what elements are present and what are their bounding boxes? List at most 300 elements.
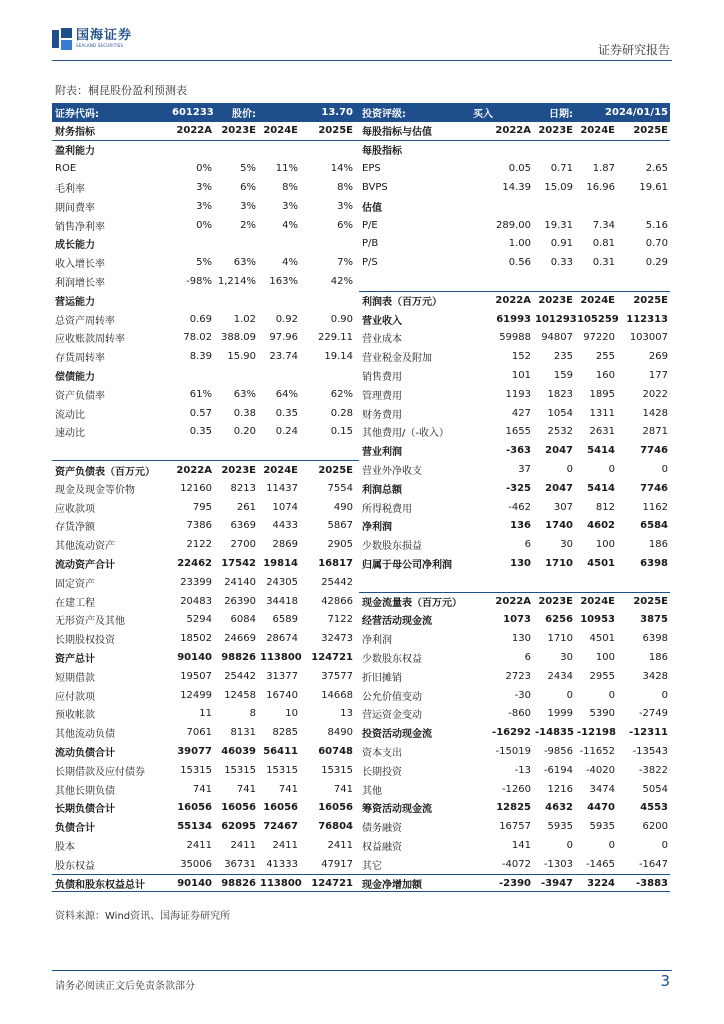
left-cell-value: 0.38 bbox=[233, 407, 256, 419]
right-cell-value: -2749 bbox=[638, 708, 668, 720]
left-cell-value: 1074 bbox=[272, 501, 298, 513]
table-top-bar bbox=[52, 103, 670, 122]
left-cell-value: 19814 bbox=[263, 558, 298, 570]
left-cell-value: 47917 bbox=[321, 858, 353, 870]
right-cell-value: 0.31 bbox=[592, 257, 615, 269]
table-row bbox=[52, 535, 670, 554]
right-row-label: 长期投资 bbox=[362, 766, 402, 778]
right-row-label: 净利润 bbox=[362, 635, 392, 647]
right-cell-value: 0 bbox=[661, 839, 668, 851]
right-row-label: 利润表（百万元） bbox=[362, 297, 442, 309]
left-cell-value: 62095 bbox=[221, 821, 256, 833]
right-cell-value: 1710 bbox=[547, 633, 573, 645]
left-cell-value: 0.35 bbox=[275, 407, 298, 419]
table-row bbox=[52, 629, 670, 648]
right-cell-value: -462 bbox=[508, 501, 531, 513]
left-cell-value: 78.02 bbox=[183, 332, 212, 344]
right-cell-value: -1465 bbox=[585, 858, 615, 870]
table-row bbox=[52, 423, 670, 442]
table-row bbox=[52, 197, 670, 216]
left-cell-value: 19507 bbox=[180, 670, 212, 682]
right-cell-value: 4501 bbox=[587, 558, 615, 570]
left-cell-value: 16056 bbox=[177, 802, 212, 814]
left-row-label: 长期股权投资 bbox=[55, 635, 115, 647]
right-cell-value: 61993 bbox=[496, 313, 531, 325]
right-cell-value: 255 bbox=[595, 351, 615, 363]
right-cell-value: 186 bbox=[648, 539, 668, 551]
table-row bbox=[52, 611, 670, 630]
right-row-label: P/S bbox=[362, 257, 378, 269]
left-cell-value: 1.02 bbox=[233, 313, 256, 325]
left-cell-value: 3% bbox=[282, 200, 298, 212]
right-cell-value: 2022A bbox=[495, 596, 531, 608]
right-row-label: 权益融资 bbox=[362, 841, 402, 853]
right-cell-value: 1895 bbox=[589, 388, 615, 400]
left-row-label: 流动资产合计 bbox=[55, 560, 115, 572]
right-row-label: 其他 bbox=[362, 785, 382, 797]
left-cell-value: 113800 bbox=[260, 652, 302, 663]
left-cell-value: 0.15 bbox=[330, 426, 353, 438]
left-row-label: 存货净额 bbox=[55, 522, 95, 534]
left-cell-value: 55134 bbox=[177, 821, 212, 833]
left-cell-value: 39077 bbox=[177, 745, 212, 757]
footer-divider bbox=[52, 970, 672, 971]
right-cell-value: 2025E bbox=[633, 596, 668, 608]
right-cell-value: 12825 bbox=[496, 802, 531, 814]
right-row-label: EPS bbox=[362, 163, 381, 175]
right-cell-value: -325 bbox=[505, 482, 531, 494]
right-cell-value: 1054 bbox=[547, 407, 573, 419]
right-cell-value: -6194 bbox=[543, 764, 573, 776]
left-cell-value: 15.90 bbox=[227, 351, 256, 363]
table-row bbox=[52, 159, 670, 178]
left-cell-value: 13 bbox=[340, 708, 353, 720]
date-value: 2024/01/15 bbox=[605, 106, 668, 118]
right-cell-value: 7746 bbox=[640, 482, 668, 494]
left-cell-value: 8 bbox=[249, 708, 256, 720]
left-cell-value: 41333 bbox=[266, 858, 298, 870]
right-cell-value: 0 bbox=[608, 689, 615, 701]
left-cell-value: 490 bbox=[333, 501, 353, 513]
right-cell-value: 2022A bbox=[495, 295, 531, 307]
right-cell-value: -1260 bbox=[501, 783, 531, 795]
left-cell-value: 8% bbox=[282, 182, 298, 194]
price-value: 13.70 bbox=[321, 106, 353, 118]
left-cell-value: 35006 bbox=[180, 858, 212, 870]
left-cell-value: 2869 bbox=[272, 539, 298, 551]
left-cell-value: 34418 bbox=[266, 595, 298, 607]
left-row-label: 短期借款 bbox=[55, 672, 95, 684]
left-cell-value: 2% bbox=[240, 219, 256, 231]
right-cell-value: 1073 bbox=[503, 614, 531, 626]
right-cell-value: 2025E bbox=[633, 295, 668, 307]
right-row-label: 营业利润 bbox=[362, 447, 402, 459]
right-cell-value: 1311 bbox=[589, 407, 615, 419]
left-cell-value: 2023E bbox=[221, 125, 256, 137]
left-row-label: 股东权益 bbox=[55, 860, 95, 872]
left-cell-value: 261 bbox=[236, 501, 256, 513]
left-cell-value: 6% bbox=[240, 182, 256, 194]
right-cell-value: 159 bbox=[553, 370, 573, 382]
left-cell-value: 5294 bbox=[186, 614, 212, 626]
table-row bbox=[52, 479, 670, 498]
rating-value: 买入 bbox=[473, 108, 493, 120]
left-cell-value: 8490 bbox=[327, 727, 353, 739]
right-cell-value: 3224 bbox=[587, 877, 615, 889]
left-cell-value: 0.28 bbox=[330, 407, 353, 419]
left-cell-value: 11437 bbox=[266, 482, 298, 494]
right-cell-value: 0 bbox=[566, 464, 573, 476]
right-cell-value: 4470 bbox=[587, 802, 615, 814]
left-row-label: 应付款项 bbox=[55, 691, 95, 703]
right-cell-value: 1740 bbox=[545, 520, 573, 532]
right-cell-value: 2023E bbox=[538, 295, 573, 307]
right-cell-value: -13 bbox=[514, 764, 531, 776]
table-row bbox=[52, 216, 670, 235]
left-cell-value: 98826 bbox=[221, 652, 256, 663]
left-cell-value: 61% bbox=[189, 388, 212, 400]
right-row-label: 每股指标 bbox=[362, 146, 402, 158]
table-row bbox=[52, 874, 670, 893]
left-cell-value: 15315 bbox=[180, 764, 212, 776]
right-row-label: 每股指标与估值 bbox=[362, 127, 432, 139]
left-row-label: 销售净利率 bbox=[55, 221, 105, 233]
right-cell-value: 1.00 bbox=[508, 238, 531, 250]
left-cell-value: 8285 bbox=[272, 727, 298, 739]
table-row bbox=[52, 667, 670, 686]
left-row-label: 固定资产 bbox=[55, 578, 95, 590]
table-row bbox=[52, 272, 670, 291]
left-cell-value: 12458 bbox=[224, 689, 256, 701]
table-row bbox=[52, 648, 670, 667]
left-cell-value: 5867 bbox=[327, 520, 353, 532]
right-row-label: 现金净增加额 bbox=[362, 879, 422, 891]
page-number: 3 bbox=[660, 972, 670, 990]
right-row-label: 少数股东损益 bbox=[362, 541, 422, 553]
table-row bbox=[52, 798, 670, 817]
right-cell-value: 0.56 bbox=[508, 257, 531, 269]
left-cell-value: -98% bbox=[186, 276, 212, 288]
right-cell-value: 0.70 bbox=[645, 238, 668, 250]
left-row-label: 资产负债率 bbox=[55, 390, 105, 402]
right-row-label: 销售费用 bbox=[362, 372, 402, 384]
left-cell-value: 2905 bbox=[327, 539, 353, 551]
left-cell-value: 76804 bbox=[318, 821, 353, 833]
right-cell-value: 3875 bbox=[640, 614, 668, 626]
right-row-label: 利润总额 bbox=[362, 484, 402, 496]
left-row-label: 毛利率 bbox=[55, 184, 85, 196]
left-cell-value: 20483 bbox=[180, 595, 212, 607]
right-cell-value: -11652 bbox=[579, 745, 615, 757]
left-cell-value: 3% bbox=[196, 200, 212, 212]
left-row-label: 财务指标 bbox=[55, 127, 95, 139]
logo-chinese-name: 国海证券 bbox=[76, 28, 133, 43]
right-cell-value: 5414 bbox=[587, 445, 615, 457]
right-cell-value: 6 bbox=[524, 539, 531, 551]
left-cell-value: 32473 bbox=[321, 633, 353, 645]
table-title: 附表：桐昆股份盈利预测表 bbox=[55, 84, 187, 97]
left-cell-value: 7061 bbox=[186, 727, 212, 739]
table-row bbox=[52, 460, 670, 479]
left-cell-value: 2023E bbox=[221, 464, 256, 476]
left-row-label: 负债和股东权益总计 bbox=[55, 879, 145, 891]
left-row-label: 存货周转率 bbox=[55, 353, 105, 365]
left-row-label: 总资产周转率 bbox=[55, 315, 115, 327]
right-cell-value: 1428 bbox=[642, 407, 668, 419]
right-cell-value: 235 bbox=[553, 351, 573, 363]
left-cell-value: 0.92 bbox=[275, 313, 298, 325]
right-cell-value: 1655 bbox=[505, 426, 531, 438]
right-cell-value: -12311 bbox=[629, 727, 668, 739]
table-row bbox=[52, 291, 670, 310]
forecast-table bbox=[52, 103, 670, 892]
left-cell-value: 12160 bbox=[180, 482, 212, 494]
table-row bbox=[52, 347, 670, 366]
right-cell-value: -3822 bbox=[638, 764, 668, 776]
left-cell-value: 42% bbox=[330, 276, 353, 288]
left-cell-value: 2025E bbox=[318, 464, 353, 476]
date-label: 日期: bbox=[549, 108, 573, 120]
right-cell-value: 6584 bbox=[640, 520, 668, 532]
left-cell-value: 741 bbox=[192, 783, 212, 795]
table-row bbox=[52, 498, 670, 517]
right-cell-value: 2631 bbox=[589, 426, 615, 438]
right-cell-value: 0.05 bbox=[508, 163, 531, 175]
right-cell-value: 97220 bbox=[583, 332, 615, 344]
left-row-label: 资产总计 bbox=[55, 654, 95, 665]
left-cell-value: 229.11 bbox=[318, 332, 353, 344]
right-cell-value: 5054 bbox=[642, 783, 668, 795]
table-row bbox=[52, 855, 670, 874]
right-cell-value: 94807 bbox=[541, 332, 573, 344]
left-cell-value: 4433 bbox=[272, 520, 298, 532]
right-cell-value: 130 bbox=[511, 633, 531, 645]
left-cell-value: 2024E bbox=[263, 125, 298, 137]
left-cell-value: 6589 bbox=[272, 614, 298, 626]
left-cell-value: 24140 bbox=[224, 576, 256, 588]
table-row bbox=[52, 592, 670, 611]
right-cell-value: 2022A bbox=[495, 125, 531, 137]
right-row-label: 现金流量表（百万元） bbox=[362, 598, 462, 610]
right-cell-value: 0.29 bbox=[645, 257, 668, 269]
right-cell-value: 177 bbox=[648, 370, 668, 382]
right-cell-value: 30 bbox=[560, 652, 573, 663]
stock-code-label: 证券代码: bbox=[55, 108, 99, 120]
right-cell-value: 1.87 bbox=[592, 163, 615, 175]
right-cell-value: 2434 bbox=[547, 670, 573, 682]
left-cell-value: 8.39 bbox=[189, 351, 212, 363]
right-cell-value: 152 bbox=[511, 351, 531, 363]
left-cell-value: 2411 bbox=[186, 839, 212, 851]
table-row bbox=[52, 141, 670, 160]
logo-english-name: SEALAND SECURITIES bbox=[76, 43, 124, 48]
left-cell-value: 11% bbox=[275, 163, 298, 175]
left-cell-value: 19.14 bbox=[324, 351, 353, 363]
right-cell-value: 0.81 bbox=[592, 238, 615, 250]
left-cell-value: 17542 bbox=[221, 558, 256, 570]
left-cell-value: 8% bbox=[337, 182, 353, 194]
right-cell-value: 19.31 bbox=[544, 219, 573, 231]
right-cell-value: 0.33 bbox=[550, 257, 573, 269]
left-row-label: 流动负债合计 bbox=[55, 747, 115, 759]
table-row bbox=[52, 404, 670, 423]
right-cell-value: 4632 bbox=[545, 802, 573, 814]
left-cell-value: 741 bbox=[278, 783, 298, 795]
left-cell-value: 56411 bbox=[263, 745, 298, 757]
header-divider bbox=[52, 60, 672, 61]
left-cell-value: 0.24 bbox=[275, 426, 298, 438]
left-cell-value: 741 bbox=[236, 783, 256, 795]
left-cell-value: 0.57 bbox=[189, 407, 212, 419]
left-row-label: 成长能力 bbox=[55, 240, 95, 252]
table-row bbox=[52, 122, 670, 141]
left-cell-value: 25442 bbox=[321, 576, 353, 588]
left-cell-value: 2025E bbox=[318, 125, 353, 137]
right-row-label: 少数股东权益 bbox=[362, 654, 422, 665]
table-row bbox=[52, 329, 670, 348]
right-cell-value: 14.39 bbox=[502, 182, 531, 194]
right-cell-value: 100 bbox=[595, 652, 615, 663]
right-cell-value: 2024E bbox=[580, 295, 615, 307]
left-cell-value: 2411 bbox=[272, 839, 298, 851]
table-row bbox=[52, 385, 670, 404]
left-row-label: 资产负债表（百万元） bbox=[55, 466, 155, 478]
left-cell-value: 2022A bbox=[176, 125, 212, 137]
left-row-label: 长期借款及应付债券 bbox=[55, 766, 145, 778]
right-cell-value: 59988 bbox=[499, 332, 531, 344]
right-cell-value: 6398 bbox=[640, 558, 668, 570]
left-row-label: 营运能力 bbox=[55, 296, 95, 308]
table-row bbox=[52, 573, 670, 592]
left-cell-value: 37577 bbox=[321, 670, 353, 682]
left-cell-value: 2022A bbox=[176, 464, 212, 476]
right-cell-value: -363 bbox=[505, 445, 531, 457]
right-cell-value: 2023E bbox=[538, 125, 573, 137]
left-cell-value: 0.20 bbox=[233, 426, 256, 438]
right-row-label: 其它 bbox=[362, 860, 382, 872]
left-cell-value: 23399 bbox=[180, 576, 212, 588]
left-cell-value: 31377 bbox=[266, 670, 298, 682]
right-cell-value: 160 bbox=[595, 370, 615, 382]
right-row-label: 营业收入 bbox=[362, 315, 402, 327]
left-cell-value: 8131 bbox=[230, 727, 256, 739]
left-cell-value: 24669 bbox=[224, 633, 256, 645]
right-row-label: P/E bbox=[362, 219, 378, 231]
right-cell-value: 0 bbox=[608, 839, 615, 851]
right-cell-value: 141 bbox=[511, 839, 531, 851]
left-row-label: 盈利能力 bbox=[55, 146, 95, 158]
table-row bbox=[52, 742, 670, 761]
left-row-label: 无形资产及其他 bbox=[55, 616, 125, 628]
right-cell-value: 101 bbox=[511, 370, 531, 382]
right-cell-value: 6 bbox=[524, 652, 531, 663]
right-cell-value: 5414 bbox=[587, 482, 615, 494]
right-row-label: 折旧摊销 bbox=[362, 672, 402, 684]
left-cell-value: 8213 bbox=[230, 482, 256, 494]
right-cell-value: 186 bbox=[648, 652, 668, 663]
left-row-label: 股本 bbox=[55, 841, 75, 853]
right-cell-value: -4020 bbox=[585, 764, 615, 776]
right-cell-value: 30 bbox=[560, 539, 573, 551]
left-cell-value: 6369 bbox=[230, 520, 256, 532]
left-cell-value: 14668 bbox=[321, 689, 353, 701]
left-cell-value: 16056 bbox=[221, 802, 256, 814]
table-row bbox=[52, 554, 670, 573]
left-cell-value: 2411 bbox=[327, 839, 353, 851]
right-cell-value: 1823 bbox=[547, 388, 573, 400]
table-row bbox=[52, 836, 670, 855]
left-row-label: 预收帐款 bbox=[55, 710, 95, 722]
left-cell-value: 2024E bbox=[263, 464, 298, 476]
right-cell-value: 4553 bbox=[640, 802, 668, 814]
left-cell-value: 24305 bbox=[266, 576, 298, 588]
left-cell-value: 113800 bbox=[260, 877, 302, 889]
right-cell-value: 3428 bbox=[642, 670, 668, 682]
left-row-label: 速动比 bbox=[55, 428, 85, 440]
right-row-label: 债务融资 bbox=[362, 823, 402, 835]
left-cell-value: 1,214% bbox=[217, 276, 256, 288]
right-cell-value: 289.00 bbox=[496, 219, 531, 231]
right-cell-value: -14835 bbox=[535, 727, 574, 739]
right-cell-value: -4072 bbox=[501, 858, 531, 870]
right-cell-value: 2723 bbox=[505, 670, 531, 682]
left-cell-value: 6% bbox=[337, 219, 353, 231]
left-cell-value: 7% bbox=[337, 257, 353, 269]
right-cell-value: 5935 bbox=[547, 821, 573, 833]
left-cell-value: 72467 bbox=[263, 821, 298, 833]
right-cell-value: 136 bbox=[510, 520, 531, 532]
data-source: 资料来源：Wind资讯、国海证券研究所 bbox=[55, 911, 231, 922]
right-cell-value: 2024E bbox=[580, 596, 615, 608]
rating-label: 投资评级: bbox=[362, 108, 406, 120]
left-cell-value: 28674 bbox=[266, 633, 298, 645]
left-cell-value: 5% bbox=[196, 257, 212, 269]
left-cell-value: 18502 bbox=[180, 633, 212, 645]
right-row-label: 管理费用 bbox=[362, 390, 402, 402]
right-cell-value: 4501 bbox=[589, 633, 615, 645]
company-logo bbox=[52, 28, 132, 50]
left-row-label: 应收账款周转率 bbox=[55, 334, 125, 346]
left-row-label: 期间费率 bbox=[55, 202, 95, 214]
left-cell-value: 5% bbox=[240, 163, 256, 175]
right-cell-value: 112313 bbox=[626, 313, 668, 325]
table-row bbox=[52, 723, 670, 742]
left-cell-value: 7386 bbox=[186, 520, 212, 532]
left-row-label: 应收款项 bbox=[55, 503, 95, 515]
left-cell-value: 42866 bbox=[321, 595, 353, 607]
right-cell-value: 3474 bbox=[589, 783, 615, 795]
left-cell-value: 10 bbox=[285, 708, 298, 720]
left-cell-value: 3% bbox=[337, 200, 353, 212]
left-cell-value: 46039 bbox=[221, 745, 256, 757]
left-cell-value: 741 bbox=[333, 783, 353, 795]
table-row bbox=[52, 686, 670, 705]
right-cell-value: 4602 bbox=[587, 520, 615, 532]
left-cell-value: 0.69 bbox=[189, 313, 212, 325]
right-cell-value: -12198 bbox=[577, 727, 616, 739]
right-cell-value: 19.61 bbox=[639, 182, 668, 194]
right-row-label: 经营活动现金流 bbox=[362, 616, 432, 628]
right-cell-value: -30 bbox=[514, 689, 531, 701]
right-row-label: 财务费用 bbox=[362, 409, 402, 421]
left-cell-value: 60748 bbox=[318, 745, 353, 757]
right-cell-value: -3883 bbox=[636, 877, 668, 889]
left-cell-value: 25442 bbox=[224, 670, 256, 682]
left-row-label: 其他流动负债 bbox=[55, 729, 115, 741]
right-cell-value: 2532 bbox=[547, 426, 573, 438]
left-cell-value: 16056 bbox=[263, 802, 298, 814]
left-cell-value: 2122 bbox=[186, 539, 212, 551]
